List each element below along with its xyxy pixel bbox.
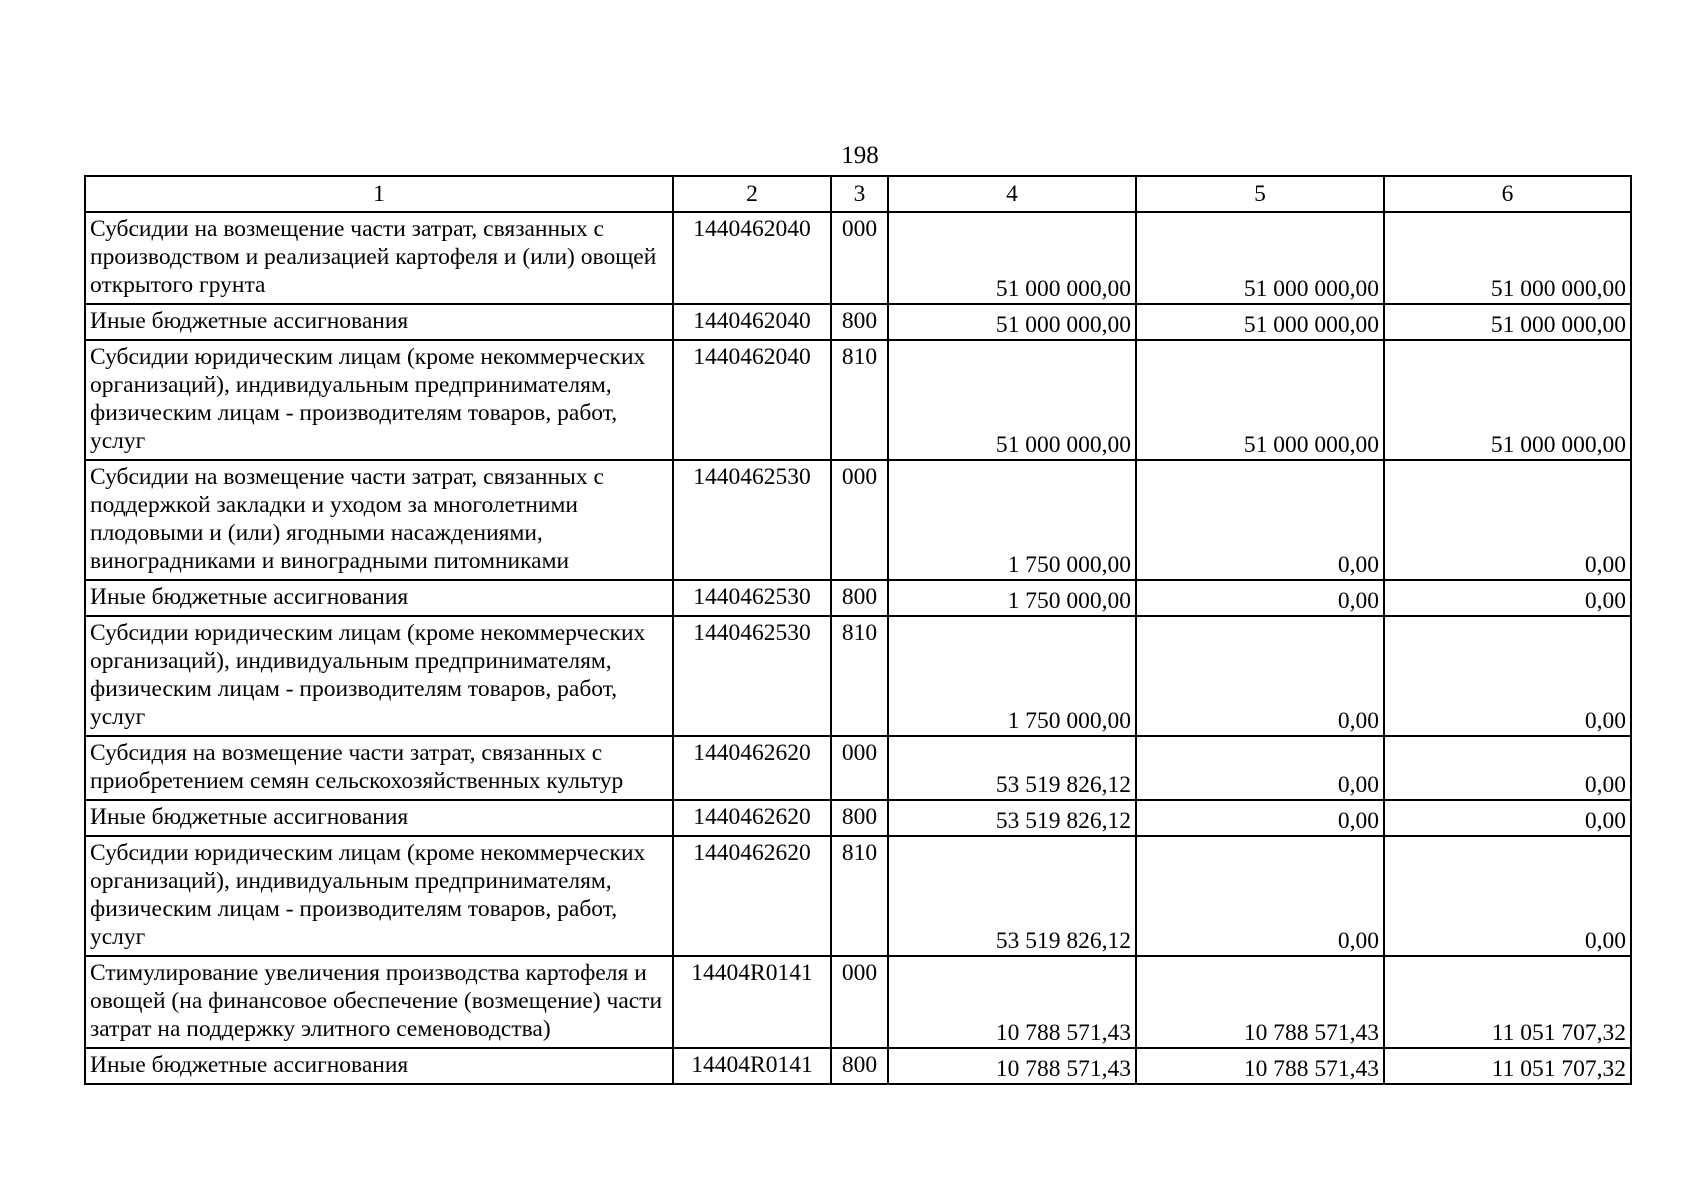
row-amount-year3: 11 051 707,32	[1384, 1048, 1631, 1084]
row-amount-year2: 51 000 000,00	[1136, 304, 1384, 340]
row-amount-year1: 51 000 000,00	[888, 340, 1136, 460]
table-row	[85, 616, 1631, 736]
row-amount-year3: 51 000 000,00	[1384, 340, 1631, 460]
row-name: Субсидии юридическим лицам (кроме некоммерческих организаций), индивидуальным предпринимателям, физическим лицам - производителям товаров, работ, услуг	[85, 616, 673, 736]
row-target-code: 1440462040	[673, 340, 831, 460]
row-expense-type: 000	[831, 956, 888, 1048]
table-row	[85, 956, 1631, 1048]
row-target-code: 1440462530	[673, 460, 831, 580]
budget-table	[84, 175, 1632, 1085]
row-name: Иные бюджетные ассигнования	[85, 580, 673, 616]
row-amount-year1: 53 519 826,12	[888, 800, 1136, 836]
header-cell: 5	[1136, 176, 1384, 212]
row-amount-year2: 0,00	[1136, 616, 1384, 736]
row-amount-year3: 51 000 000,00	[1384, 212, 1631, 304]
table-row	[85, 304, 1631, 340]
row-name: Иные бюджетные ассигнования	[85, 1048, 673, 1084]
table-row	[85, 736, 1631, 800]
row-amount-year3: 0,00	[1384, 836, 1631, 956]
row-target-code: 1440462530	[673, 580, 831, 616]
row-amount-year3: 0,00	[1384, 460, 1631, 580]
row-amount-year1: 1 750 000,00	[888, 616, 1136, 736]
row-name: Стимулирование увеличения производства картофеля и овощей (на финансовое обеспечение (возмещение) части затрат на поддержку элитного семеноводства)	[85, 956, 673, 1048]
row-amount-year1: 51 000 000,00	[888, 304, 1136, 340]
table-row	[85, 580, 1631, 616]
row-expense-type: 000	[831, 736, 888, 800]
header-row	[85, 176, 1631, 212]
row-name: Иные бюджетные ассигнования	[85, 304, 673, 340]
table-row	[85, 836, 1631, 956]
header-cell: 3	[831, 176, 888, 212]
row-amount-year3: 0,00	[1384, 800, 1631, 836]
row-amount-year2: 0,00	[1136, 460, 1384, 580]
row-amount-year1: 10 788 571,43	[888, 956, 1136, 1048]
row-expense-type: 810	[831, 616, 888, 736]
row-name: Субсидии на возмещение части затрат, связанных с производством и реализацией картофеля и (или) овощей открытого грунта	[85, 212, 673, 304]
row-name: Субсидии на возмещение части затрат, связанных с поддержкой закладки и уходом за многолетними плодовыми и (или) ягодными насаждениями, виноградниками и виноградными питомниками	[85, 460, 673, 580]
row-target-code: 1440462040	[673, 212, 831, 304]
table-row	[85, 1048, 1631, 1084]
row-target-code: 1440462530	[673, 616, 831, 736]
table-row	[85, 460, 1631, 580]
row-target-code: 1440462620	[673, 736, 831, 800]
row-amount-year1: 1 750 000,00	[888, 460, 1136, 580]
row-expense-type: 800	[831, 304, 888, 340]
row-name: Субсидии юридическим лицам (кроме некоммерческих организаций), индивидуальным предпринимателям, физическим лицам - производителям товаров, работ, услуг	[85, 340, 673, 460]
row-name: Субсидии юридическим лицам (кроме некоммерческих организаций), индивидуальным предпринимателям, физическим лицам - производителям товаров, работ, услуг	[85, 836, 673, 956]
row-amount-year3: 0,00	[1384, 736, 1631, 800]
row-amount-year1: 53 519 826,12	[888, 836, 1136, 956]
header-cell: 6	[1384, 176, 1631, 212]
row-amount-year2: 51 000 000,00	[1136, 340, 1384, 460]
row-amount-year3: 0,00	[1384, 580, 1631, 616]
row-target-code: 14404R0141	[673, 1048, 831, 1084]
row-amount-year3: 11 051 707,32	[1384, 956, 1631, 1048]
row-expense-type: 800	[831, 1048, 888, 1084]
header-cell: 2	[673, 176, 831, 212]
row-amount-year2: 0,00	[1136, 800, 1384, 836]
row-expense-type: 810	[831, 836, 888, 956]
table-row	[85, 340, 1631, 460]
row-name: Иные бюджетные ассигнования	[85, 800, 673, 836]
row-amount-year1: 10 788 571,43	[888, 1048, 1136, 1084]
row-expense-type: 000	[831, 212, 888, 304]
row-amount-year2: 10 788 571,43	[1136, 1048, 1384, 1084]
row-amount-year2: 0,00	[1136, 836, 1384, 956]
page-number: 198	[841, 142, 879, 169]
row-amount-year2: 10 788 571,43	[1136, 956, 1384, 1048]
row-amount-year3: 51 000 000,00	[1384, 304, 1631, 340]
row-amount-year1: 51 000 000,00	[888, 212, 1136, 304]
row-amount-year2: 0,00	[1136, 580, 1384, 616]
row-expense-type: 800	[831, 580, 888, 616]
row-amount-year1: 1 750 000,00	[888, 580, 1136, 616]
row-expense-type: 000	[831, 460, 888, 580]
row-target-code: 14404R0141	[673, 956, 831, 1048]
row-amount-year2: 51 000 000,00	[1136, 212, 1384, 304]
header-cell: 1	[85, 176, 673, 212]
row-target-code: 1440462620	[673, 836, 831, 956]
table-row	[85, 212, 1631, 304]
row-name: Субсидия на возмещение части затрат, связанных с приобретением семян сельскохозяйственных культур	[85, 736, 673, 800]
row-expense-type: 800	[831, 800, 888, 836]
row-target-code: 1440462620	[673, 800, 831, 836]
table-row	[85, 800, 1631, 836]
header-cell: 4	[888, 176, 1136, 212]
row-expense-type: 810	[831, 340, 888, 460]
row-amount-year3: 0,00	[1384, 616, 1631, 736]
row-amount-year2: 0,00	[1136, 736, 1384, 800]
row-amount-year1: 53 519 826,12	[888, 736, 1136, 800]
row-target-code: 1440462040	[673, 304, 831, 340]
